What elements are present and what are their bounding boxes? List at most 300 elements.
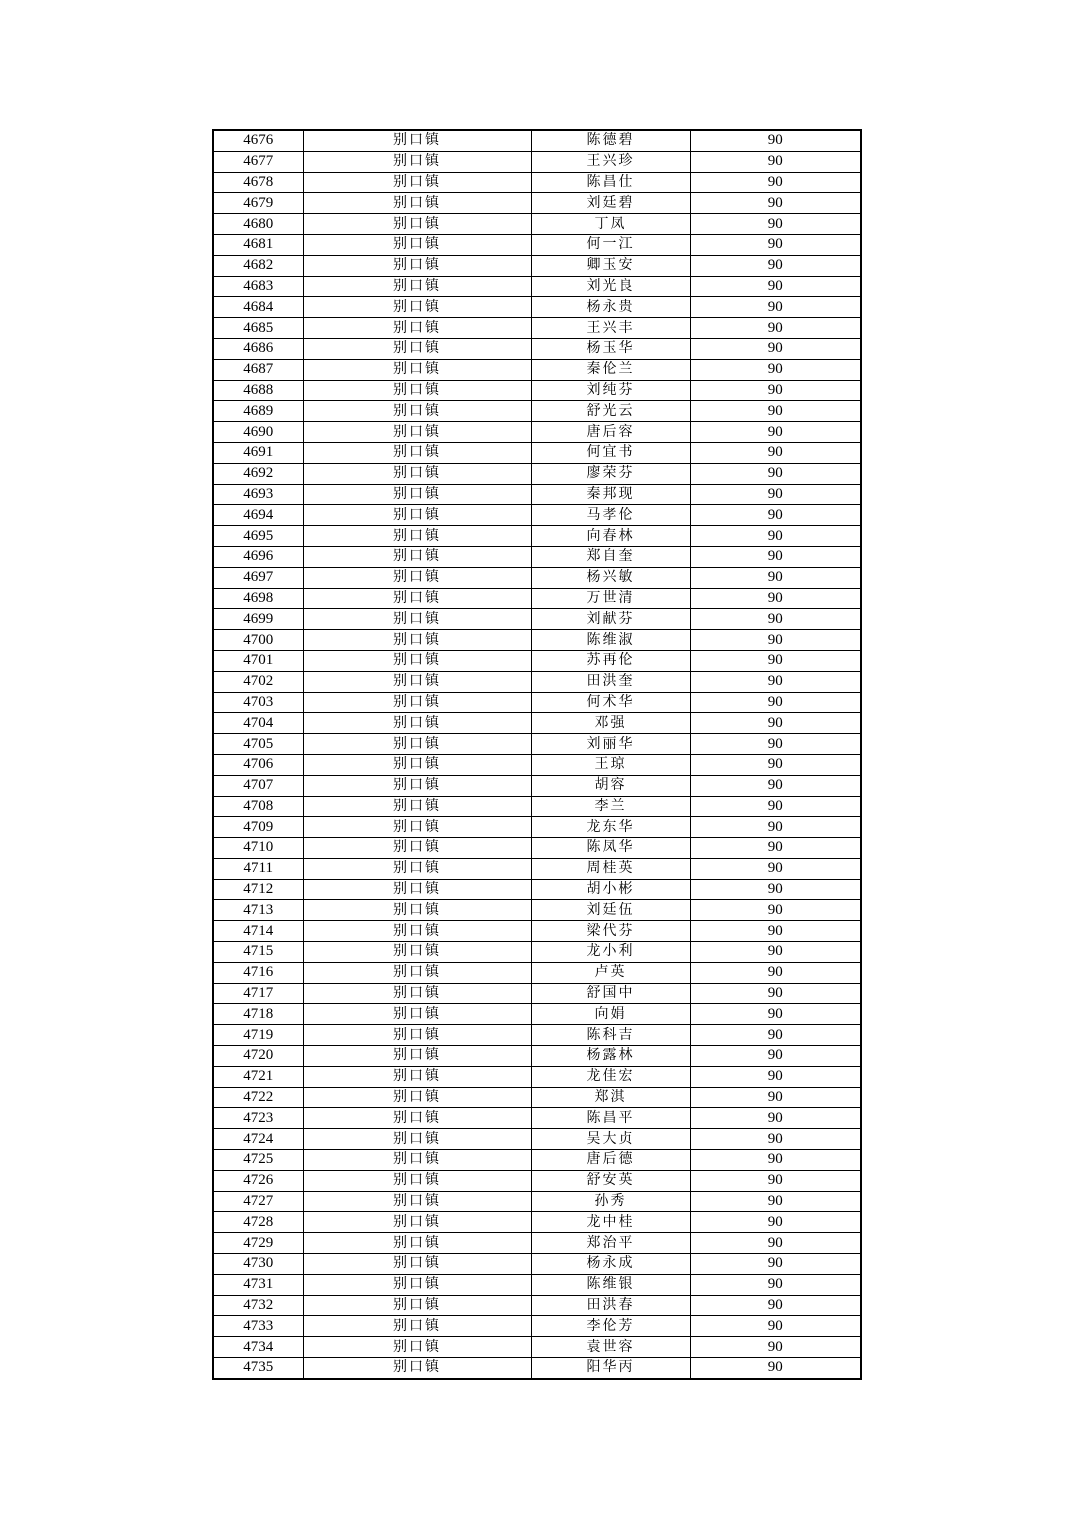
town-cell: 别口镇 <box>303 588 531 609</box>
table-row <box>213 463 861 484</box>
table-row <box>213 692 861 713</box>
amount-cell: 90 <box>690 796 861 817</box>
person-name-cell: 陈昌仕 <box>531 172 690 193</box>
table-row <box>213 1170 861 1191</box>
serial-number-cell: 4704 <box>213 713 303 734</box>
table-row <box>213 130 861 151</box>
serial-number-cell: 4689 <box>213 401 303 422</box>
amount-cell: 90 <box>690 942 861 963</box>
person-name-cell: 刘献芬 <box>531 609 690 630</box>
person-name-cell: 郑淇 <box>531 1087 690 1108</box>
person-name-cell: 陈昌平 <box>531 1108 690 1129</box>
table-row <box>213 276 861 297</box>
amount-cell: 90 <box>690 692 861 713</box>
table-row <box>213 1191 861 1212</box>
person-name-cell: 唐后德 <box>531 1150 690 1171</box>
table-row <box>213 671 861 692</box>
town-cell: 别口镇 <box>303 1129 531 1150</box>
person-name-cell: 杨永成 <box>531 1254 690 1275</box>
town-cell: 别口镇 <box>303 1358 531 1379</box>
table-row <box>213 1108 861 1129</box>
person-name-cell: 陈维淑 <box>531 630 690 651</box>
amount-cell: 90 <box>690 130 861 151</box>
person-name-cell: 陈维银 <box>531 1274 690 1295</box>
amount-cell: 90 <box>690 1025 861 1046</box>
table-row <box>213 921 861 942</box>
amount-cell: 90 <box>690 505 861 526</box>
serial-number-cell: 4719 <box>213 1025 303 1046</box>
serial-number-cell: 4693 <box>213 484 303 505</box>
person-name-cell: 王琼 <box>531 754 690 775</box>
table-row <box>213 297 861 318</box>
serial-number-cell: 4690 <box>213 422 303 443</box>
town-cell: 别口镇 <box>303 1087 531 1108</box>
person-name-cell: 秦邦现 <box>531 484 690 505</box>
serial-number-cell: 4680 <box>213 214 303 235</box>
amount-cell: 90 <box>690 1108 861 1129</box>
table-row <box>213 505 861 526</box>
town-cell: 别口镇 <box>303 422 531 443</box>
amount-cell: 90 <box>690 1087 861 1108</box>
person-name-cell: 邓强 <box>531 713 690 734</box>
person-name-cell: 杨永贵 <box>531 297 690 318</box>
serial-number-cell: 4725 <box>213 1150 303 1171</box>
town-cell: 别口镇 <box>303 214 531 235</box>
person-name-cell: 龙佳宏 <box>531 1066 690 1087</box>
table-row <box>213 1274 861 1295</box>
town-cell: 别口镇 <box>303 962 531 983</box>
amount-cell: 90 <box>690 921 861 942</box>
serial-number-cell: 4732 <box>213 1295 303 1316</box>
town-cell: 别口镇 <box>303 401 531 422</box>
town-cell: 别口镇 <box>303 172 531 193</box>
town-cell: 别口镇 <box>303 255 531 276</box>
amount-cell: 90 <box>690 442 861 463</box>
table-row <box>213 713 861 734</box>
town-cell: 别口镇 <box>303 921 531 942</box>
person-name-cell: 王兴珍 <box>531 151 690 172</box>
town-cell: 别口镇 <box>303 546 531 567</box>
person-name-cell: 杨玉华 <box>531 338 690 359</box>
table-row <box>213 734 861 755</box>
town-cell: 别口镇 <box>303 713 531 734</box>
table-row <box>213 1025 861 1046</box>
table-row <box>213 754 861 775</box>
town-cell: 别口镇 <box>303 1191 531 1212</box>
town-cell: 别口镇 <box>303 796 531 817</box>
table-row <box>213 879 861 900</box>
serial-number-cell: 4733 <box>213 1316 303 1337</box>
serial-number-cell: 4729 <box>213 1233 303 1254</box>
person-name-cell: 何术华 <box>531 692 690 713</box>
serial-number-cell: 4707 <box>213 775 303 796</box>
person-name-cell: 杨露林 <box>531 1046 690 1067</box>
person-name-cell: 向娟 <box>531 1004 690 1025</box>
town-cell: 别口镇 <box>303 1170 531 1191</box>
amount-cell: 90 <box>690 1170 861 1191</box>
amount-cell: 90 <box>690 463 861 484</box>
person-name-cell: 胡容 <box>531 775 690 796</box>
amount-cell: 90 <box>690 1004 861 1025</box>
table-row <box>213 255 861 276</box>
person-name-cell: 卿玉安 <box>531 255 690 276</box>
amount-cell: 90 <box>690 1150 861 1171</box>
serial-number-cell: 4682 <box>213 255 303 276</box>
amount-cell: 90 <box>690 484 861 505</box>
town-cell: 别口镇 <box>303 650 531 671</box>
town-cell: 别口镇 <box>303 838 531 859</box>
table-row <box>213 1337 861 1358</box>
amount-cell: 90 <box>690 879 861 900</box>
serial-number-cell: 4687 <box>213 359 303 380</box>
town-cell: 别口镇 <box>303 297 531 318</box>
table-row <box>213 318 861 339</box>
amount-cell: 90 <box>690 983 861 1004</box>
serial-number-cell: 4677 <box>213 151 303 172</box>
town-cell: 别口镇 <box>303 1212 531 1233</box>
amount-cell: 90 <box>690 193 861 214</box>
town-cell: 别口镇 <box>303 879 531 900</box>
table-row <box>213 609 861 630</box>
serial-number-cell: 4714 <box>213 921 303 942</box>
person-name-cell: 万世清 <box>531 588 690 609</box>
person-name-cell: 田洪春 <box>531 1295 690 1316</box>
amount-cell: 90 <box>690 567 861 588</box>
serial-number-cell: 4692 <box>213 463 303 484</box>
serial-number-cell: 4696 <box>213 546 303 567</box>
amount-cell: 90 <box>690 546 861 567</box>
serial-number-cell: 4731 <box>213 1274 303 1295</box>
serial-number-cell: 4702 <box>213 671 303 692</box>
serial-number-cell: 4728 <box>213 1212 303 1233</box>
person-name-cell: 秦伦兰 <box>531 359 690 380</box>
town-cell: 别口镇 <box>303 1150 531 1171</box>
table-row <box>213 172 861 193</box>
town-cell: 别口镇 <box>303 505 531 526</box>
serial-number-cell: 4699 <box>213 609 303 630</box>
table-row <box>213 1150 861 1171</box>
town-cell: 别口镇 <box>303 1025 531 1046</box>
table-row <box>213 838 861 859</box>
serial-number-cell: 4700 <box>213 630 303 651</box>
amount-cell: 90 <box>690 1233 861 1254</box>
table-row <box>213 858 861 879</box>
amount-cell: 90 <box>690 650 861 671</box>
serial-number-cell: 4715 <box>213 942 303 963</box>
person-name-cell: 袁世容 <box>531 1337 690 1358</box>
town-cell: 别口镇 <box>303 442 531 463</box>
person-name-cell: 孙秀 <box>531 1191 690 1212</box>
serial-number-cell: 4735 <box>213 1358 303 1379</box>
table-row <box>213 442 861 463</box>
serial-number-cell: 4695 <box>213 526 303 547</box>
amount-cell: 90 <box>690 858 861 879</box>
amount-cell: 90 <box>690 1129 861 1150</box>
person-name-cell: 吴大贞 <box>531 1129 690 1150</box>
town-cell: 别口镇 <box>303 1337 531 1358</box>
table-row <box>213 546 861 567</box>
amount-cell: 90 <box>690 713 861 734</box>
town-cell: 别口镇 <box>303 130 531 151</box>
serial-number-cell: 4718 <box>213 1004 303 1025</box>
person-name-cell: 刘廷伍 <box>531 900 690 921</box>
person-name-cell: 刘纯芬 <box>531 380 690 401</box>
table-row <box>213 1295 861 1316</box>
amount-cell: 90 <box>690 817 861 838</box>
serial-number-cell: 4681 <box>213 234 303 255</box>
serial-number-cell: 4734 <box>213 1337 303 1358</box>
amount-cell: 90 <box>690 775 861 796</box>
serial-number-cell: 4708 <box>213 796 303 817</box>
person-name-cell: 周桂英 <box>531 858 690 879</box>
serial-number-cell: 4722 <box>213 1087 303 1108</box>
serial-number-cell: 4697 <box>213 567 303 588</box>
person-name-cell: 陈德碧 <box>531 130 690 151</box>
amount-cell: 90 <box>690 609 861 630</box>
serial-number-cell: 4701 <box>213 650 303 671</box>
table-row <box>213 359 861 380</box>
town-cell: 别口镇 <box>303 1274 531 1295</box>
person-name-cell: 唐后容 <box>531 422 690 443</box>
person-name-cell: 龙中桂 <box>531 1212 690 1233</box>
serial-number-cell: 4705 <box>213 734 303 755</box>
amount-cell: 90 <box>690 276 861 297</box>
table-row <box>213 380 861 401</box>
person-name-cell: 马孝伦 <box>531 505 690 526</box>
table-row <box>213 1004 861 1025</box>
town-cell: 别口镇 <box>303 630 531 651</box>
amount-cell: 90 <box>690 838 861 859</box>
person-name-cell: 舒光云 <box>531 401 690 422</box>
serial-number-cell: 4723 <box>213 1108 303 1129</box>
amount-cell: 90 <box>690 1191 861 1212</box>
amount-cell: 90 <box>690 962 861 983</box>
amount-cell: 90 <box>690 214 861 235</box>
amount-cell: 90 <box>690 234 861 255</box>
town-cell: 别口镇 <box>303 1066 531 1087</box>
town-cell: 别口镇 <box>303 1254 531 1275</box>
serial-number-cell: 4679 <box>213 193 303 214</box>
person-name-cell: 杨兴敏 <box>531 567 690 588</box>
table-row <box>213 817 861 838</box>
town-cell: 别口镇 <box>303 734 531 755</box>
serial-number-cell: 4716 <box>213 962 303 983</box>
person-name-cell: 李伦芳 <box>531 1316 690 1337</box>
person-name-cell: 阳华丙 <box>531 1358 690 1379</box>
serial-number-cell: 4686 <box>213 338 303 359</box>
person-name-cell: 陈凤华 <box>531 838 690 859</box>
town-cell: 别口镇 <box>303 692 531 713</box>
person-name-cell: 廖荣芬 <box>531 463 690 484</box>
town-cell: 别口镇 <box>303 567 531 588</box>
serial-number-cell: 4709 <box>213 817 303 838</box>
table-row <box>213 588 861 609</box>
table-row <box>213 526 861 547</box>
serial-number-cell: 4730 <box>213 1254 303 1275</box>
town-cell: 别口镇 <box>303 151 531 172</box>
town-cell: 别口镇 <box>303 817 531 838</box>
amount-cell: 90 <box>690 630 861 651</box>
person-name-cell: 梁代芬 <box>531 921 690 942</box>
serial-number-cell: 4703 <box>213 692 303 713</box>
person-name-cell: 刘光良 <box>531 276 690 297</box>
amount-cell: 90 <box>690 151 861 172</box>
table-row <box>213 1316 861 1337</box>
person-name-cell: 郑治平 <box>531 1233 690 1254</box>
person-name-cell: 刘廷碧 <box>531 193 690 214</box>
table-row <box>213 796 861 817</box>
table-row <box>213 775 861 796</box>
subsidy-list-table <box>212 129 862 1380</box>
person-name-cell: 李兰 <box>531 796 690 817</box>
town-cell: 别口镇 <box>303 1108 531 1129</box>
amount-cell: 90 <box>690 1274 861 1295</box>
serial-number-cell: 4684 <box>213 297 303 318</box>
town-cell: 别口镇 <box>303 1233 531 1254</box>
town-cell: 别口镇 <box>303 1295 531 1316</box>
serial-number-cell: 4706 <box>213 754 303 775</box>
amount-cell: 90 <box>690 526 861 547</box>
table-row <box>213 630 861 651</box>
town-cell: 别口镇 <box>303 526 531 547</box>
person-name-cell: 王兴丰 <box>531 318 690 339</box>
person-name-cell: 郑自奎 <box>531 546 690 567</box>
amount-cell: 90 <box>690 734 861 755</box>
serial-number-cell: 4727 <box>213 1191 303 1212</box>
amount-cell: 90 <box>690 900 861 921</box>
town-cell: 别口镇 <box>303 775 531 796</box>
town-cell: 别口镇 <box>303 193 531 214</box>
serial-number-cell: 4694 <box>213 505 303 526</box>
table-row <box>213 1254 861 1275</box>
amount-cell: 90 <box>690 422 861 443</box>
town-cell: 别口镇 <box>303 942 531 963</box>
person-name-cell: 何一江 <box>531 234 690 255</box>
town-cell: 别口镇 <box>303 234 531 255</box>
town-cell: 别口镇 <box>303 671 531 692</box>
town-cell: 别口镇 <box>303 983 531 1004</box>
serial-number-cell: 4691 <box>213 442 303 463</box>
table-row <box>213 193 861 214</box>
table-row <box>213 983 861 1004</box>
amount-cell: 90 <box>690 1212 861 1233</box>
serial-number-cell: 4688 <box>213 380 303 401</box>
person-name-cell: 舒安英 <box>531 1170 690 1191</box>
table-row <box>213 567 861 588</box>
table-row <box>213 1358 861 1379</box>
person-name-cell: 刘丽华 <box>531 734 690 755</box>
amount-cell: 90 <box>690 1254 861 1275</box>
serial-number-cell: 4698 <box>213 588 303 609</box>
amount-cell: 90 <box>690 1358 861 1379</box>
table-row <box>213 1129 861 1150</box>
table-row <box>213 942 861 963</box>
town-cell: 别口镇 <box>303 1316 531 1337</box>
amount-cell: 90 <box>690 359 861 380</box>
person-name-cell: 苏再伦 <box>531 650 690 671</box>
serial-number-cell: 4713 <box>213 900 303 921</box>
table-row <box>213 900 861 921</box>
amount-cell: 90 <box>690 588 861 609</box>
town-cell: 别口镇 <box>303 359 531 380</box>
town-cell: 别口镇 <box>303 754 531 775</box>
person-name-cell: 何宜书 <box>531 442 690 463</box>
amount-cell: 90 <box>690 1046 861 1067</box>
amount-cell: 90 <box>690 1316 861 1337</box>
person-name-cell: 舒国中 <box>531 983 690 1004</box>
table-row <box>213 1212 861 1233</box>
table-row <box>213 650 861 671</box>
table-row <box>213 214 861 235</box>
amount-cell: 90 <box>690 380 861 401</box>
amount-cell: 90 <box>690 255 861 276</box>
serial-number-cell: 4712 <box>213 879 303 900</box>
serial-number-cell: 4711 <box>213 858 303 879</box>
serial-number-cell: 4726 <box>213 1170 303 1191</box>
person-name-cell: 向春林 <box>531 526 690 547</box>
town-cell: 别口镇 <box>303 858 531 879</box>
table-body <box>213 130 861 1379</box>
town-cell: 别口镇 <box>303 609 531 630</box>
serial-number-cell: 4685 <box>213 318 303 339</box>
serial-number-cell: 4683 <box>213 276 303 297</box>
town-cell: 别口镇 <box>303 900 531 921</box>
amount-cell: 90 <box>690 401 861 422</box>
serial-number-cell: 4720 <box>213 1046 303 1067</box>
person-name-cell: 田洪奎 <box>531 671 690 692</box>
person-name-cell: 卢英 <box>531 962 690 983</box>
town-cell: 别口镇 <box>303 276 531 297</box>
serial-number-cell: 4721 <box>213 1066 303 1087</box>
town-cell: 别口镇 <box>303 1046 531 1067</box>
serial-number-cell: 4710 <box>213 838 303 859</box>
person-name-cell: 陈科吉 <box>531 1025 690 1046</box>
serial-number-cell: 4678 <box>213 172 303 193</box>
table-row <box>213 962 861 983</box>
town-cell: 别口镇 <box>303 1004 531 1025</box>
amount-cell: 90 <box>690 1337 861 1358</box>
amount-cell: 90 <box>690 1066 861 1087</box>
serial-number-cell: 4717 <box>213 983 303 1004</box>
amount-cell: 90 <box>690 338 861 359</box>
amount-cell: 90 <box>690 671 861 692</box>
amount-cell: 90 <box>690 172 861 193</box>
table-row <box>213 1046 861 1067</box>
table-row <box>213 151 861 172</box>
amount-cell: 90 <box>690 297 861 318</box>
table-row <box>213 338 861 359</box>
table-row <box>213 484 861 505</box>
table-row <box>213 1066 861 1087</box>
table-row <box>213 234 861 255</box>
table-row <box>213 1087 861 1108</box>
town-cell: 别口镇 <box>303 318 531 339</box>
town-cell: 别口镇 <box>303 338 531 359</box>
table-row <box>213 422 861 443</box>
amount-cell: 90 <box>690 318 861 339</box>
amount-cell: 90 <box>690 1295 861 1316</box>
serial-number-cell: 4676 <box>213 130 303 151</box>
town-cell: 别口镇 <box>303 484 531 505</box>
table-row <box>213 1233 861 1254</box>
table-row <box>213 401 861 422</box>
town-cell: 别口镇 <box>303 380 531 401</box>
serial-number-cell: 4724 <box>213 1129 303 1150</box>
town-cell: 别口镇 <box>303 463 531 484</box>
person-name-cell: 丁凤 <box>531 214 690 235</box>
amount-cell: 90 <box>690 754 861 775</box>
person-name-cell: 龙东华 <box>531 817 690 838</box>
